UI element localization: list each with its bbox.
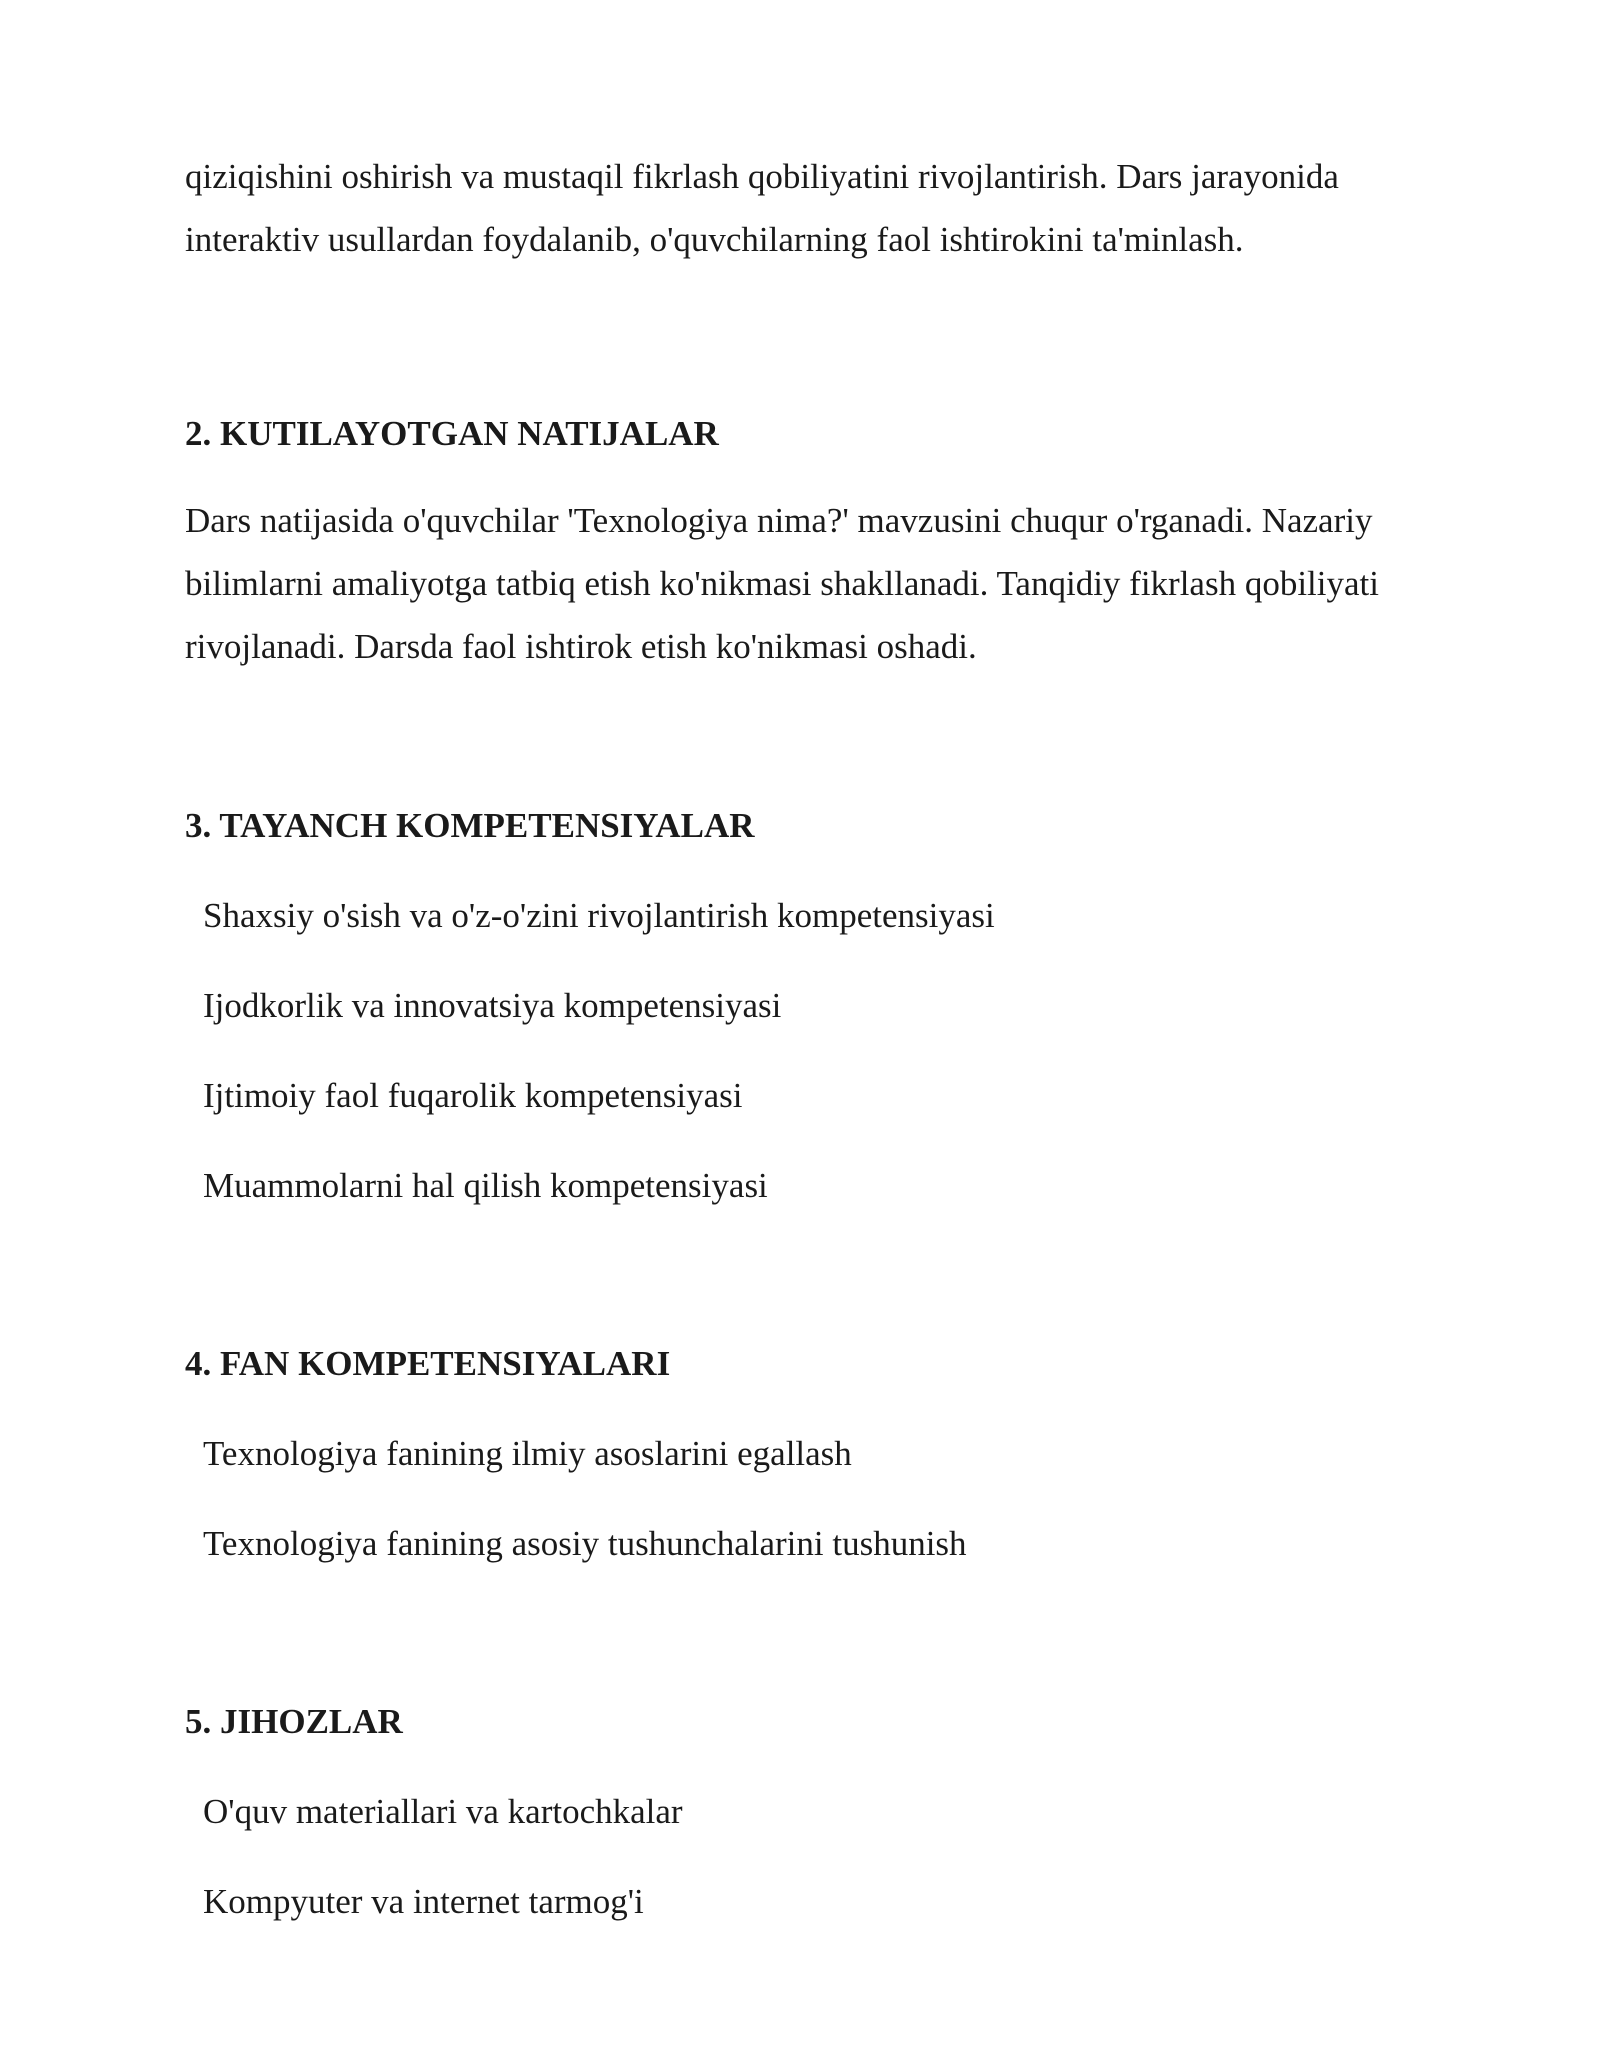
- list-item: Shaxsiy o'sish va o'z-o'zini rivojlantirish kompetensiyasi: [203, 896, 995, 935]
- list-item: Kompyuter va internet tarmog'i: [203, 1882, 644, 1921]
- list-item: Muammolarni hal qilish kompetensiyasi: [203, 1166, 768, 1205]
- equipment-list: [185, 1787, 1425, 1927]
- expected-results-paragraph: Dars natijasida o'quvchilar 'Texnologiya nima?' mavzusini chuqur o'rganadi. Nazariy bilimlarni amaliyotga tatbiq etish ko'nikmasi shakllanadi. Tanqidiy fikrlash qobiliyati rivojlanadi. Darsda faol ishtirok etish ko'nikmasi oshadi.: [185, 501, 1379, 666]
- section-heading-equipment: 5. JIHOZLAR: [185, 1702, 403, 1741]
- list-item: O'quv materiallari va kartochkalar: [203, 1792, 683, 1831]
- list-item: Texnologiya fanining ilmiy asoslarini egallash: [203, 1434, 852, 1473]
- core-competencies-list: [185, 891, 1425, 1211]
- section-heading-subject-competencies: 4. FAN KOMPETENSIYALARI: [185, 1344, 671, 1383]
- list-item: Texnologiya fanining asosiy tushunchalarini tushunish: [203, 1524, 967, 1563]
- section-heading-expected-results: 2. KUTILAYOTGAN NATIJALAR: [185, 414, 719, 453]
- intro-paragraph: qiziqishini oshirish va mustaqil fikrlash qobiliyatini rivojlantirish. Dars jarayonida interaktiv usullardan foydalanib, o'quvchilarning faol ishtirokini ta'minlash.: [185, 157, 1339, 259]
- section-heading-core-competencies: 3. TAYANCH KOMPETENSIYALAR: [185, 806, 755, 845]
- subject-competencies-list: [185, 1429, 1425, 1569]
- list-item: Ijtimoiy faol fuqarolik kompetensiyasi: [203, 1076, 743, 1115]
- list-item: Ijodkorlik va innovatsiya kompetensiyasi: [203, 986, 782, 1025]
- document-page: [185, 145, 1425, 1927]
